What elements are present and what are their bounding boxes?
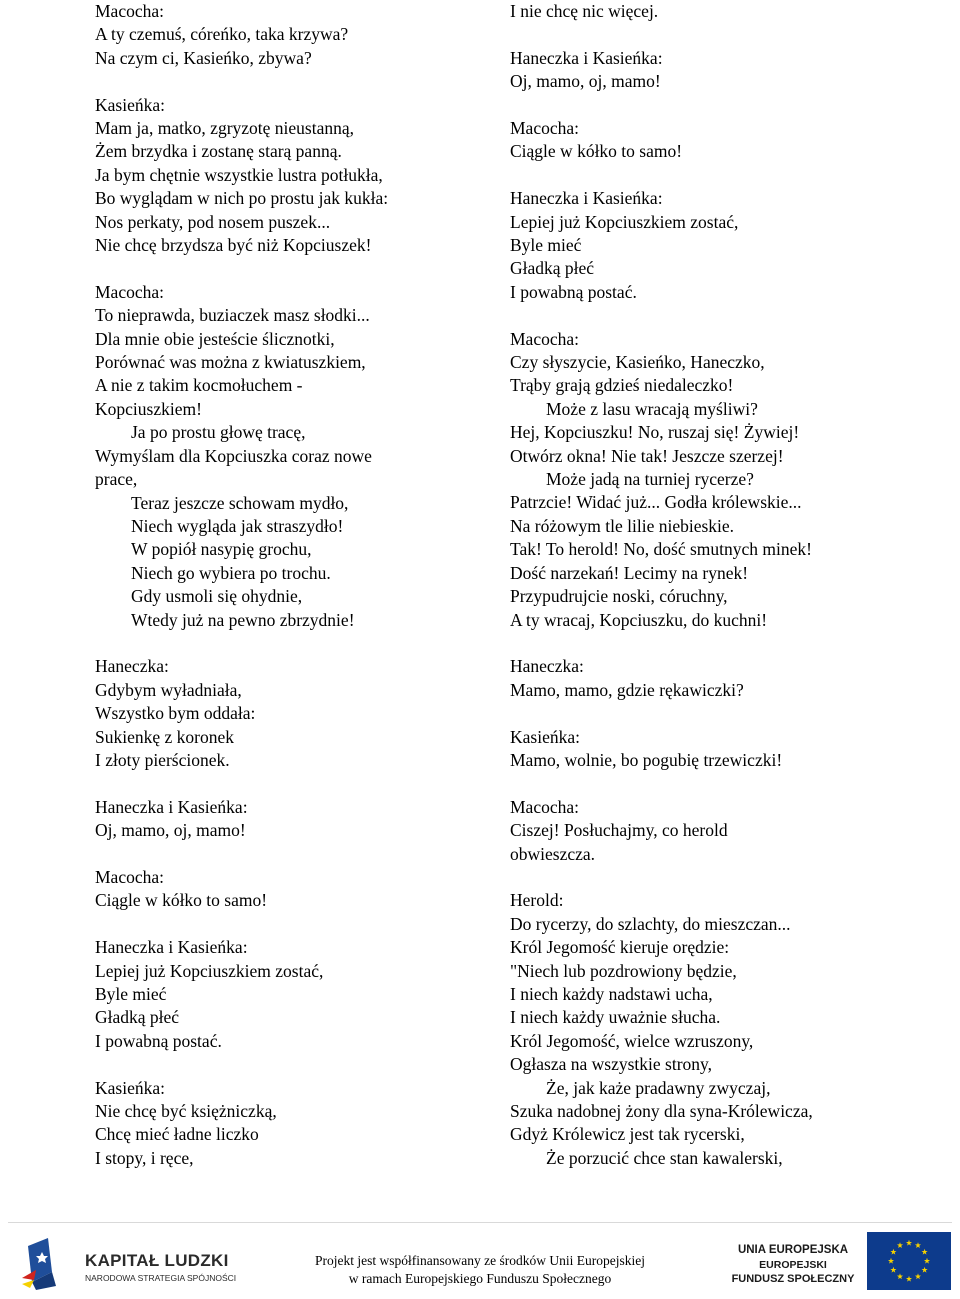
speaker-name: Haneczka i Kasieńka: (95, 937, 248, 958)
eu-flag-icon (867, 1232, 951, 1290)
kapital-ludzki-emblem-icon (22, 1232, 62, 1290)
verse-line: obwieszcza. (510, 843, 596, 864)
speaker-name: Macocha: (95, 281, 164, 302)
verse-line: Ja po prostu głowę tracę, (131, 422, 306, 443)
verse-line: Może z lasu wracają myśliwi? (546, 398, 758, 419)
kapital-ludzki-logo (22, 1232, 242, 1294)
verse-line: Chcę mieć ładne liczko (95, 1124, 259, 1145)
verse-line: Ciągle w kółko to samo! (510, 141, 683, 162)
ue-line-1: UNIA EUROPEJSKA (737, 1244, 849, 1256)
verse-line: Byle mieć (95, 983, 167, 1004)
verse-line: Wszystko bym oddała: (95, 703, 256, 724)
verse-line: Bo wyglądam w nich po prostu jak kukła: (95, 188, 389, 209)
verse-block (95, 936, 495, 1053)
verse-line: Nos perkaty, pod nosem puszek... (95, 211, 331, 232)
verse-line: I nie chcę nic więcej. (510, 1, 659, 21)
verse-line: Mamo, wolnie, bo pogubię trzewiczki! (510, 749, 783, 770)
verse-block (95, 655, 495, 772)
footer (0, 1222, 960, 1299)
speaker-name: Haneczka i Kasieńka: (95, 796, 248, 817)
funding-notice (250, 1252, 710, 1288)
nss-subtitle: NARODOWA STRATEGIA SPÓJNOŚCI (85, 1273, 237, 1283)
verse-line: Do rycerzy, do szlachty, do mieszczan... (510, 913, 791, 934)
verse-line: Szuka nadobnej żony dla syna-Królewicza, (510, 1100, 813, 1121)
verse-line: To nieprawda, buziaczek masz słodki... (95, 305, 370, 326)
verse-block (510, 0, 950, 23)
verse-line: Mam ja, matko, zgryzotę nieustanną, (95, 118, 355, 139)
speaker-name: Kasieńka: (95, 1077, 165, 1098)
verse-block (95, 1077, 495, 1171)
verse-line: I stopy, i ręce, (95, 1147, 194, 1168)
verse-line: A nie z takim kocmołuchem - (95, 375, 303, 396)
verse-line: I niech każdy uważnie słucha. (510, 1007, 721, 1028)
funding-line-2: w ramach Europejskiego Funduszu Społecznego (348, 1271, 612, 1286)
verse-block (510, 187, 950, 304)
ue-line-3: FUNDUSZ SPOŁECZNY (731, 1273, 855, 1285)
verse-line: Wymyślam dla Kopciuszka coraz nowe (95, 445, 372, 466)
speaker-name: Haneczka: (510, 656, 584, 677)
verse-line: Byle mieć (510, 235, 582, 256)
verse-block (510, 117, 950, 164)
verse-line: Czy słyszycie, Kasieńko, Haneczko, (510, 352, 765, 373)
footer-divider (8, 1222, 952, 1223)
speaker-name: Macocha: (510, 118, 579, 138)
verse-block (510, 726, 950, 773)
verse-line: Porównać was można z kwiatuszkiem, (95, 352, 366, 373)
verse-line: Patrzcie! Widać już... Godła królewskie... (510, 492, 802, 513)
speaker-name: Macocha: (510, 328, 579, 349)
verse-block (510, 889, 950, 1170)
verse-line: Dość narzekań! Lecimy na rynek! (510, 562, 749, 583)
verse-line: I powabną postać. (95, 1030, 222, 1051)
verse-line: Przypudrujcie noski, córuchny, (510, 586, 728, 607)
speaker-name: Macocha: (95, 1, 164, 21)
speaker-name: Haneczka: (95, 656, 169, 677)
right-column (510, 0, 950, 1194)
verse-line: Nie chcę być księżniczką, (95, 1100, 277, 1121)
verse-line: I niech każdy nadstawi ucha, (510, 983, 713, 1004)
verse-line: Może jadą na turniej rycerze? (546, 469, 754, 490)
speaker-name: Haneczka i Kasieńka: (510, 188, 663, 209)
verse-line: Że, jak każe pradawny zwyczaj, (546, 1077, 771, 1098)
left-column (95, 0, 495, 1194)
verse-block (95, 94, 495, 258)
verse-line: A ty wracaj, Kopciuszku, do kuchni! (510, 609, 768, 630)
verse-line: Wtedy już na pewno zbrzydnie! (131, 609, 355, 630)
verse-block (95, 866, 495, 913)
verse-line: Ciszej! Posłuchajmy, co herold (510, 820, 728, 841)
verse-line: I złoty pierścionek. (95, 749, 230, 770)
verse-line: prace, (95, 469, 138, 490)
verse-line: Mamo, mamo, gdzie rękawiczki? (510, 679, 744, 700)
verse-line: A ty czemuś, córeńko, taka krzywa? (95, 24, 349, 45)
verse-line: Oj, mamo, oj, mamo! (95, 820, 246, 841)
verse-line: Hej, Kopciuszku! No, ruszaj się! Żywiej! (510, 422, 800, 443)
speaker-name: Macocha: (510, 796, 579, 817)
verse-block (95, 796, 495, 843)
verse-line: Otwórz okna! Nie tak! Jeszcze szerzej! (510, 445, 784, 466)
speaker-name: Herold: (510, 890, 564, 911)
speaker-name: Macocha: (95, 866, 164, 887)
verse-line: W popiół nasypię grochu, (131, 539, 312, 560)
verse-line: Oj, mamo, oj, mamo! (510, 71, 661, 92)
verse-line: "Niech lub pozdrowiony będzie, (510, 960, 737, 981)
verse-line: Król Jegomość kieruje orędzie: (510, 937, 730, 958)
verse-block (510, 328, 950, 632)
verse-line: Gładką płeć (510, 258, 595, 279)
verse-line: Lepiej już Kopciuszkiem zostać, (510, 211, 739, 232)
verse-line: Sukienkę z koronek (95, 726, 234, 747)
verse-line: Ja bym chętnie wszystkie lustra potłukła, (95, 164, 383, 185)
verse-line: Żem brzydka i zostanę starą panną. (95, 141, 342, 162)
verse-block (510, 655, 950, 702)
verse-line: Gdy usmoli się ohydnie, (131, 586, 303, 607)
kapital-ludzki-title: KAPITAŁ LUDZKI (85, 1251, 229, 1270)
verse-line: Ciągle w kółko to samo! (95, 890, 268, 911)
verse-line: Gładką płeć (95, 1007, 180, 1028)
verse-line: Kopciuszkiem! (95, 398, 202, 419)
ue-line-2: EUROPEJSKI (759, 1258, 827, 1271)
verse-line: I powabną postać. (510, 281, 637, 302)
verse-block (95, 0, 495, 70)
verse-line: Że porzucić chce stan kawalerski, (546, 1147, 783, 1168)
verse-line: Lepiej już Kopciuszkiem zostać, (95, 960, 324, 981)
verse-block (95, 281, 495, 632)
verse-line: Teraz jeszcze schowam mydło, (131, 492, 349, 513)
ue-efs-label (728, 1243, 858, 1287)
verse-line: Trąby grają gdzieś niedaleczko! (510, 375, 734, 396)
speaker-name: Kasieńka: (510, 726, 580, 747)
verse-line: Gdyż Królewicz jest tak rycerski, (510, 1124, 745, 1145)
verse-line: Na czym ci, Kasieńko, zbywa? (95, 47, 312, 68)
speaker-name: Kasieńka: (95, 94, 165, 115)
funding-line-1: Projekt jest współfinansowany ze środków Unii Europejskiej (315, 1253, 645, 1268)
verse-line: Nie chcę brzydsza być niż Kopciuszek! (95, 235, 372, 256)
verse-line: Na różowym tle lilie niebieskie. (510, 515, 735, 536)
verse-line: Niech go wybiera po trochu. (131, 562, 331, 583)
verse-line: Gdybym wyładniała, (95, 679, 242, 700)
verse-line: Niech wygląda jak straszydło! (131, 515, 344, 536)
verse-line: Dla mnie obie jesteście ślicznotki, (95, 328, 335, 349)
verse-line: Ogłasza na wszystkie strony, (510, 1054, 713, 1075)
verse-line: Tak! To herold! No, dość smutnych minek! (510, 539, 812, 560)
verse-block (510, 796, 950, 866)
speaker-name: Haneczka i Kasieńka: (510, 47, 663, 68)
verse-line: Król Jegomość, wielce wzruszony, (510, 1030, 754, 1051)
verse-block (510, 47, 950, 94)
